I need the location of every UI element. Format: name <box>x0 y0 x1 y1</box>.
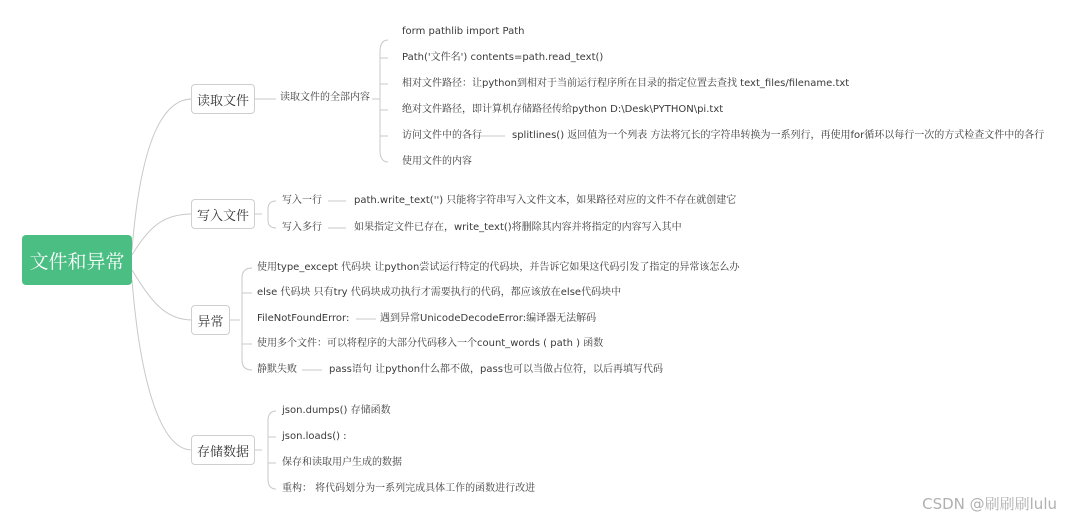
store-item-dumps[interactable]: json.dumps() 存储函数 <box>282 405 391 416</box>
store-item-loads[interactable]: json.loads() : <box>282 431 347 442</box>
bracket-store <box>268 411 276 489</box>
read-item-path[interactable]: Path('文件名') contents=path.read_text() <box>402 52 604 63</box>
read-item-relative-path[interactable]: 相对文件路径：让python到相对于当前运行程序所在目录的指定位置去查找 text_files/filename.txt <box>402 78 850 89</box>
branch-exception[interactable]: 异常 <box>191 305 230 335</box>
exc-item-silent-fail[interactable]: 静默失败 <box>257 364 297 375</box>
read-item-lines[interactable]: 访问文件中的各行 <box>402 130 482 141</box>
exc-item-else[interactable]: else 代码块 只有try 代码块成功执行才需要执行的代码，都应该放在else代码块中 <box>257 287 622 298</box>
branch-write-file[interactable]: 写入文件 <box>191 199 255 229</box>
exc-item-unicode[interactable]: 遇到异常UnicodeDecodeError:编译器无法解码 <box>380 313 597 324</box>
store-item-user-data[interactable]: 保存和读取用户生成的数据 <box>282 457 402 468</box>
read-item-absolute-path[interactable]: 绝对文件路径，即计算机存储路径传给python D:\Desk\PYTHON\pi.txt <box>402 104 724 115</box>
branch-read-file[interactable]: 读取文件 <box>191 84 255 114</box>
connector-exc <box>132 270 192 320</box>
write-item-multi-line-desc[interactable]: 如果指定文件已存在，write_text()将删除其内容并将指定的内容写入其中 <box>354 222 682 233</box>
bracket-exc <box>242 268 252 370</box>
exc-item-multiple-files[interactable]: 使用多个文件：可以将程序的大部分代码移入一个count_words ( path ) 函数 <box>257 338 604 349</box>
root-node[interactable]: 文件和异常 <box>22 235 132 285</box>
connector-write <box>132 214 192 255</box>
read-item-splitlines[interactable]: splitlines() 返回值为一个列表 方法将冗长的字符串转换为一系列行，再使用for循环以每行一次的方式检查文件中的各行 <box>512 130 1045 141</box>
watermark: CSDN @刷刷刷lulu <box>922 495 1057 513</box>
exc-item-filenotfound[interactable]: FileNotFoundError: <box>257 313 350 324</box>
connector-store <box>132 280 192 450</box>
read-sub-node[interactable]: 读取文件的全部内容 <box>280 92 370 103</box>
write-item-multi-line[interactable]: 写入多行 <box>282 222 322 233</box>
connector-read <box>132 99 192 250</box>
exc-item-try-except[interactable]: 使用type_except 代码块 让python尝试运行特定的代码块，并告诉它如果这代码引发了指定的异常该怎么办 <box>257 262 740 273</box>
write-item-one-line-desc[interactable]: path.write_text('') 只能将字符串写入文件文本，如果路径对应的文件不存在就创建它 <box>354 195 737 206</box>
branch-store-data[interactable]: 存储数据 <box>191 435 255 465</box>
store-item-refactor[interactable]: 重构： 将代码划分为一系列完成具体工作的函数进行改进 <box>282 483 536 494</box>
exc-item-pass[interactable]: pass语句 让python什么都不做，pass也可以当做占位符，以后再填写代码 <box>329 364 663 375</box>
read-item-use-content[interactable]: 使用文件的内容 <box>402 156 472 167</box>
read-item-import[interactable]: form pathlib import Path <box>402 26 525 37</box>
write-item-one-line[interactable]: 写入一行 <box>282 195 322 206</box>
